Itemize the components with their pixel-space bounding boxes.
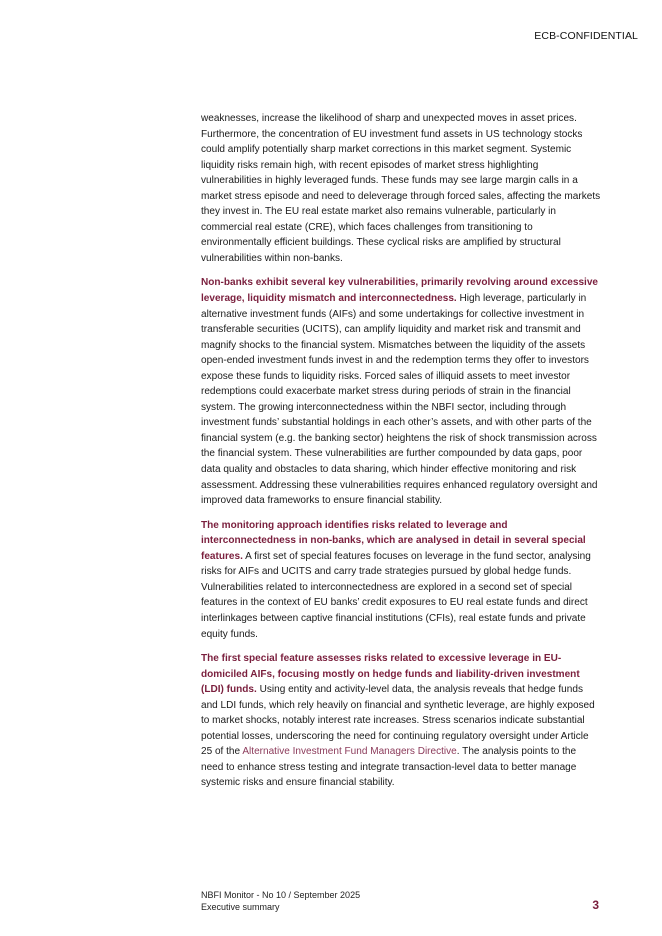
paragraph-lead: The first special feature assesses risks related to excessive leverage in EU-domiciled AIFs, focusing mostly on hedge funds and liability-driven investment (LDI) funds. [201, 653, 580, 696]
paragraph-text: High leverage, particularly in alternative investment funds (AIFs) and some undertakings for collective investment in transferable securities (UCITS), can amplify liquidity and market risk and transmit and magnify shocks to the financial system. Mismatches between the liquidity of the assets open-ended investment funds invest in and the redemption terms they offer to investors expose these funds to liquidity risks. Forced sales of illiquid assets to meet investor redemptions could exacerbate market stress during periods of strain in the financial system. The growing interconnectedness within the NBFI sector, including through investment funds’ substantial holdings in each other’s assets, and with other parts of the financial system (e.g. the banking sector) heightens the risk of shock transmission across the financial system. These vulnerabilities are further compounded by data gaps, poor data quality and obstacles to data sharing, which hinder effective monitoring and risk assessment. Addressing these vulnerabilities requires enhanced regulatory oversight and improved data frameworks to ensure financial stability. [201, 293, 598, 507]
paragraph-text-after: . The analysis points to the need to enhance stress testing and integrate transaction-level data to better manage systemic risks and ensure financial stability. [201, 746, 577, 789]
footer-publication: NBFI Monitor - No 10 / September 2025 [201, 890, 361, 900]
paragraph-2 [201, 275, 601, 508]
paragraph-1 [201, 111, 601, 266]
body-text [201, 111, 601, 800]
paragraph-text: weaknesses, increase the likelihood of sharp and unexpected moves in asset prices. Furthermore, the concentration of EU investment fund assets in US technology stocks could amplify potentially sharp market corrections in this market segment. Systemic liquidity risks remain high, with recent episodes of market stress highlighting vulnerabilities in highly leveraged funds. These funds may see large margin calls in a market stress episode and need to deleverage through forced sales, affecting the markets they invest in. The EU real estate market also remains vulnerable, particularly in commercial real estate (CRE), which faces challenges from transitioning to environmentally efficient buildings. These cyclical risks are amplified by structural vulnerabilities within non-banks. [201, 113, 601, 264]
classification-label: ECB-CONFIDENTIAL [534, 30, 638, 42]
aifmd-link[interactable]: Alternative Investment Fund Managers Directive [242, 746, 457, 758]
paragraph-lead: The monitoring approach identifies risks related to leverage and interconnectedness in non-banks, which are analysed in detail in several special features. [201, 519, 586, 562]
paragraph-text: Using entity and activity-level data, the analysis reveals that hedge funds and LDI funds, which rely heavily on financial and synthetic leverage, are highly exposed to market shocks, notably interest rate increases. Stress scenarios indicate substantial potential losses, underscoring the need for continuing regulatory oversight under Article 25 of the [201, 684, 595, 758]
footer-section: Executive summary [201, 901, 280, 912]
page-number: 3 [592, 898, 599, 912]
paragraph-lead: Non-banks exhibit several key vulnerabilities, primarily revolving around excessive leverage, liquidity mismatch and interconnectedness. [201, 277, 599, 305]
paragraph-4 [201, 651, 601, 791]
paragraph-3 [201, 518, 601, 642]
footer [201, 890, 360, 913]
paragraph-text: A first set of special features focuses on leverage in the fund sector, analysing risks for AIFs and UCITS and carry trade strategies pursued by global hedge funds. Vulnerabilities related to interconnectedness are explored in a second set of special features in the context of EU banks’ credit exposures to EU real estate funds and direct interlinkages between captive financial institutions (CFIs), real estate funds and private equity funds. [201, 550, 591, 640]
